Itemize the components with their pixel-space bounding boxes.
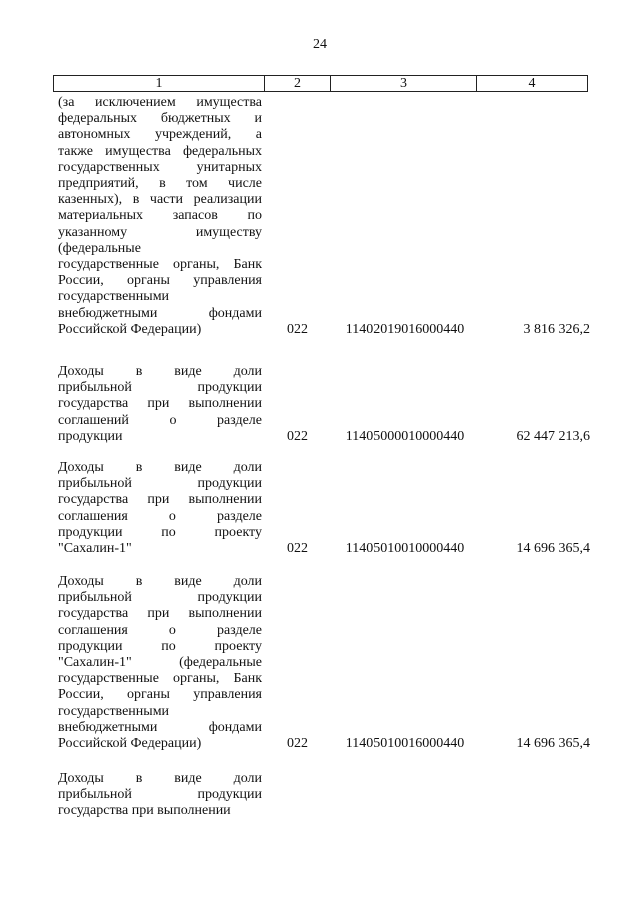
- row-description: [58, 95, 262, 338]
- description-line: соглашения о разделе: [58, 622, 262, 638]
- table-row: [58, 95, 590, 338]
- page-number: 24: [313, 37, 327, 52]
- table-row: [58, 574, 590, 752]
- budget-classification-code: 11405010016000440: [345, 736, 465, 752]
- amount: 62 447 213,6: [516, 428, 590, 444]
- budget-classification-code: 11405000010000440: [345, 428, 465, 444]
- description-line: продукции: [58, 428, 123, 444]
- admin-code: 022: [287, 321, 308, 337]
- description-line: материальных запасов по: [58, 208, 262, 224]
- header-col-3: 3: [331, 76, 477, 91]
- description-line: казенных), в части реализации: [58, 192, 262, 208]
- amount: 3 816 326,2: [523, 321, 590, 337]
- row-values: [58, 736, 590, 752]
- table-row: [58, 460, 590, 557]
- description-line: соглашений о разделе: [58, 412, 262, 428]
- table-row: [58, 364, 590, 445]
- admin-code: 022: [287, 736, 308, 752]
- description-line: государственные органы, Банк: [58, 671, 262, 687]
- description-line: государственными: [58, 289, 170, 305]
- description-line: России, органы управления: [58, 687, 262, 703]
- description-line: внебюджетными фондами: [58, 719, 262, 735]
- description-line: федеральных бюджетных и: [58, 111, 262, 127]
- description-line: Российской Федерации): [58, 736, 202, 752]
- description-line: Доходы в виде доли: [58, 771, 262, 786]
- description-line: также имущества федеральных: [58, 143, 262, 159]
- description-line: (федеральные: [58, 240, 141, 256]
- description-line: России, органы управления: [58, 273, 262, 289]
- table-header-row: [53, 75, 588, 92]
- admin-code: 022: [287, 541, 308, 557]
- description-line: государства при выполнении: [58, 606, 262, 622]
- description-line: государства при выполнении: [58, 492, 262, 508]
- header-col-4: 4: [528, 75, 536, 91]
- description-line: прибыльной продукции: [58, 476, 262, 492]
- row-values: [58, 541, 590, 557]
- description-line: "Сахалин-1" (федеральные: [58, 655, 262, 671]
- description-line: соглашения о разделе: [58, 508, 262, 524]
- row-description: [58, 771, 262, 820]
- budget-classification-code: 11405010010000440: [345, 541, 465, 557]
- description-line: государства при выполнении: [58, 803, 231, 819]
- description-line: государственных унитарных: [58, 159, 262, 175]
- amount: 14 696 365,4: [516, 541, 590, 557]
- header-col-1: 1: [54, 76, 265, 91]
- description-line: Доходы в виде доли: [58, 460, 262, 475]
- description-line: Доходы в виде доли: [58, 364, 262, 379]
- row-values: [58, 322, 590, 338]
- admin-code: 022: [287, 428, 308, 444]
- row-description: [58, 574, 262, 752]
- description-line: продукции по проекту: [58, 638, 262, 654]
- row-values: [58, 429, 590, 445]
- description-line: автономных учреждений, а: [58, 127, 262, 143]
- description-line: Доходы в виде доли: [58, 574, 262, 589]
- description-line: прибыльной продукции: [58, 590, 262, 606]
- description-line: прибыльной продукции: [58, 380, 262, 396]
- description-line: Российской Федерации): [58, 321, 202, 337]
- description-line: государственные органы, Банк: [58, 257, 262, 273]
- description-line: предприятий, в том числе: [58, 176, 262, 192]
- budget-classification-code: 11402019016000440: [345, 321, 465, 337]
- description-line: государства при выполнении: [58, 396, 262, 412]
- description-line: продукции по проекту: [58, 524, 262, 540]
- description-line: указанному имуществу: [58, 224, 262, 240]
- description-line: прибыльной продукции: [58, 787, 262, 803]
- table-row: [58, 771, 590, 820]
- amount: 14 696 365,4: [516, 736, 590, 752]
- description-line: (за исключением имущества: [58, 95, 262, 110]
- description-line: государственными: [58, 703, 170, 719]
- description-line: "Сахалин-1": [58, 541, 132, 557]
- description-line: внебюджетными фондами: [58, 305, 262, 321]
- header-col-2: 2: [265, 76, 331, 91]
